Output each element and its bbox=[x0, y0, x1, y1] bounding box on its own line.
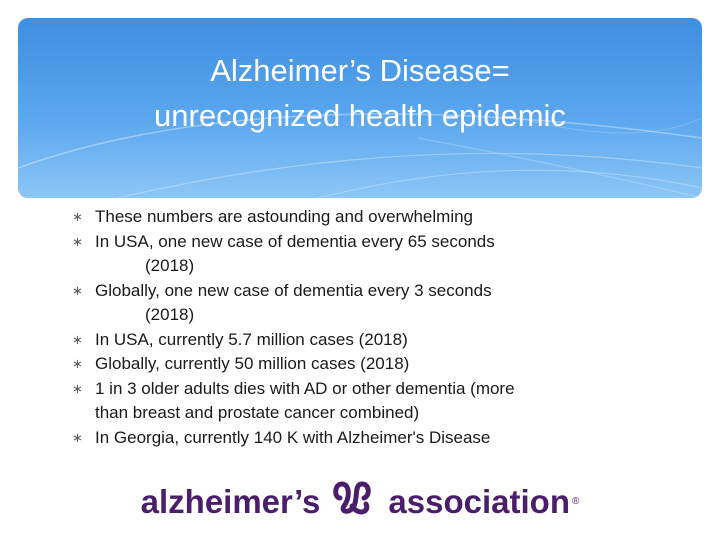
bullet-item bbox=[72, 230, 672, 279]
asterisk-icon: ∗ bbox=[72, 429, 83, 445]
bullet-item bbox=[72, 328, 672, 353]
bullet-item bbox=[72, 352, 672, 377]
logo-word-association: association bbox=[388, 482, 570, 520]
bullet-text: In USA, one new case of dementia every 65 seconds bbox=[95, 231, 495, 251]
asterisk-icon: ∗ bbox=[72, 380, 83, 396]
bullet-text-continuation: than breast and prostate cancer combined) bbox=[95, 403, 420, 422]
slide-title bbox=[18, 48, 702, 138]
asterisk-icon: ∗ bbox=[72, 356, 83, 371]
logo-word-alzheimers: alzheimer’s bbox=[140, 482, 321, 520]
asterisk-icon: ∗ bbox=[72, 282, 83, 298]
slide-title-line-1: Alzheimer’s Disease= bbox=[210, 53, 510, 88]
registered-mark: ® bbox=[571, 495, 580, 507]
alzheimers-association-logo bbox=[0, 476, 720, 527]
asterisk-icon: ∗ bbox=[72, 233, 83, 249]
title-banner bbox=[18, 18, 702, 198]
bullet-text: In Georgia, currently 140 K with Alzheimer's Disease bbox=[95, 427, 491, 447]
bullet-text: Globally, one new case of dementia every 3 seconds bbox=[95, 280, 492, 300]
bullet-item bbox=[72, 205, 672, 230]
bullet-list bbox=[72, 205, 672, 450]
bullet-text-continuation: (2018) bbox=[145, 305, 195, 324]
asterisk-icon: ∗ bbox=[72, 331, 83, 347]
bullet-item bbox=[72, 377, 672, 426]
bullet-text: These numbers are astounding and overwhelming bbox=[95, 207, 474, 226]
bullet-text: 1 in 3 older adults dies with AD or other dementia (more bbox=[95, 378, 515, 398]
purple-knot-icon bbox=[330, 476, 378, 527]
asterisk-icon: ∗ bbox=[72, 209, 83, 224]
bullet-text: In USA, currently 5.7 million cases (2018) bbox=[95, 329, 408, 349]
slide-title-line-2: unrecognized health epidemic bbox=[154, 98, 566, 133]
bullet-item bbox=[72, 426, 672, 451]
bullet-text-continuation: (2018) bbox=[145, 256, 195, 275]
bullet-item bbox=[72, 279, 672, 328]
bullet-text: Globally, currently 50 million cases (2018) bbox=[95, 354, 410, 373]
